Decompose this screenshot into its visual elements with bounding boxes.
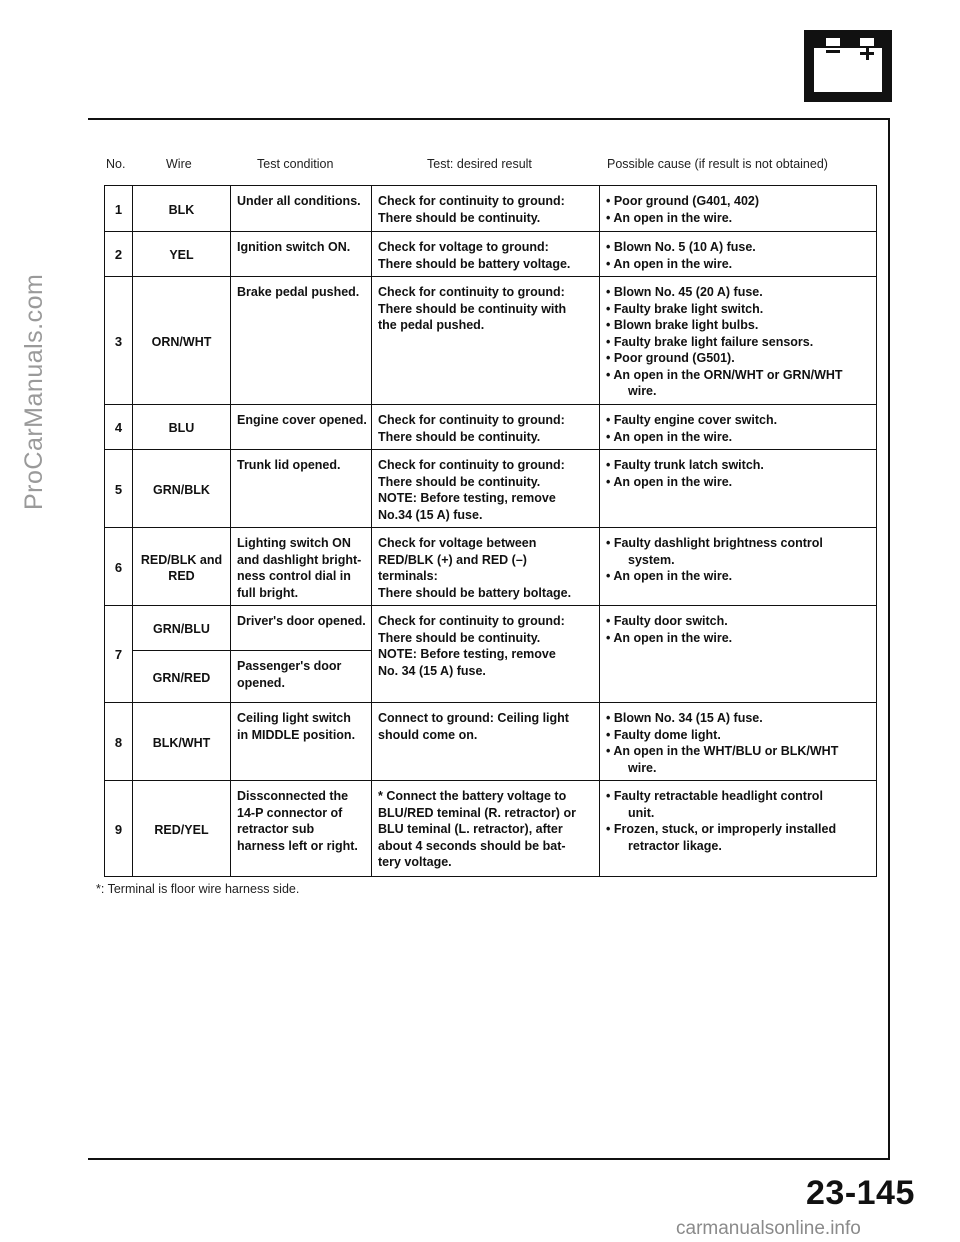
cause-item: • An open in the wire. xyxy=(606,474,733,489)
cause-item: • Frozen, stuck, or improperly installed xyxy=(606,822,837,836)
condition-line: Ceiling light switch xyxy=(237,711,351,725)
condition-line: Ignition switch ON. xyxy=(237,240,351,254)
cause-item: • Poor ground (G401, 402) xyxy=(606,194,760,208)
test-condition xyxy=(231,528,372,606)
wire-color xyxy=(133,450,231,528)
wire-color xyxy=(133,606,231,651)
result-line: * Connect the battery voltage to xyxy=(378,789,567,803)
result-line: BLU/RED teminal (R. retractor) or xyxy=(378,805,576,820)
possible-cause xyxy=(600,528,877,606)
condition-line: full bright. xyxy=(237,585,299,600)
possible-cause xyxy=(600,186,877,232)
cause-item: unit. xyxy=(628,805,655,820)
wire-color xyxy=(133,405,231,450)
condition-line: Driver's door opened. xyxy=(237,614,366,628)
condition-line: harness left or right. xyxy=(237,838,358,853)
cause-item: • Faulty trunk latch switch. xyxy=(606,458,764,472)
cause-item: • Faulty dashlight brightness control xyxy=(606,536,823,550)
table-row xyxy=(105,277,877,405)
header-condition: Test condition xyxy=(257,157,334,171)
wire-line: YEL xyxy=(169,248,194,263)
result-line: There should be continuity. xyxy=(378,429,541,444)
result-line: the pedal pushed. xyxy=(378,318,485,332)
wire-line: GRN/BLU xyxy=(153,622,210,637)
wire-line: ORN/WHT xyxy=(151,334,212,349)
wire-line: RED xyxy=(168,569,195,583)
desired-result xyxy=(372,232,600,277)
row-number: 6 xyxy=(105,528,133,606)
header-wire: Wire xyxy=(166,157,192,171)
result-line: Check for continuity to ground: xyxy=(378,285,565,299)
page-number: 23-145 xyxy=(806,1174,915,1212)
result-line: NOTE: Before testing, remove xyxy=(378,491,556,505)
desired-result xyxy=(372,450,600,528)
possible-cause xyxy=(600,450,877,528)
result-line: No. 34 (15 A) fuse. xyxy=(378,663,486,678)
possible-cause xyxy=(600,606,877,703)
desired-result xyxy=(372,186,600,232)
possible-cause xyxy=(600,405,877,450)
test-condition xyxy=(231,450,372,528)
row-number: 7 xyxy=(105,606,133,703)
result-line: There should be battery boltage. xyxy=(378,585,572,600)
row-number: 8 xyxy=(105,703,133,781)
cause-item: • Faulty door switch. xyxy=(606,614,728,628)
cause-item: • An open in the wire. xyxy=(606,429,733,444)
condition-line: Engine cover opened. xyxy=(237,413,367,427)
possible-cause xyxy=(600,703,877,781)
possible-cause xyxy=(600,232,877,277)
cause-item: • Faulty retractable headlight control xyxy=(606,789,823,803)
wire-line: RED/BLK and xyxy=(140,552,223,567)
condition-line: in MIDDLE position. xyxy=(237,727,356,742)
cause-item: • An open in the wire. xyxy=(606,569,733,583)
table-row xyxy=(105,781,877,877)
row-number: 2 xyxy=(105,232,133,277)
result-line: Check for voltage between xyxy=(378,536,537,550)
cause-item: • An open in the wire. xyxy=(606,630,733,645)
result-line: tery voltage. xyxy=(378,855,452,869)
cause-item: • An open in the wire. xyxy=(606,210,733,225)
row-number: 3 xyxy=(105,277,133,405)
battery-icon xyxy=(804,30,892,102)
cause-item: • Blown No. 45 (20 A) fuse. xyxy=(606,285,763,299)
result-line: Check for continuity to ground: xyxy=(378,194,565,208)
cause-item: • Faulty dome light. xyxy=(606,727,721,742)
cause-item: wire. xyxy=(628,760,657,775)
wire-line: BLU xyxy=(168,421,195,436)
result-line: NOTE: Before testing, remove xyxy=(378,647,556,661)
cause-item: system. xyxy=(628,552,675,567)
condition-line: Trunk lid opened. xyxy=(237,458,341,472)
result-line: There should be continuity. xyxy=(378,210,541,225)
desired-result xyxy=(372,528,600,606)
desired-result xyxy=(372,703,600,781)
wire-line: BLK xyxy=(168,202,195,217)
cause-item: • Blown No. 34 (15 A) fuse. xyxy=(606,711,763,725)
result-line: There should be continuity. xyxy=(378,630,541,645)
condition-line: and dashlight bright- xyxy=(237,552,362,567)
condition-line: retractor sub xyxy=(237,822,315,836)
wire-color xyxy=(133,232,231,277)
cause-item: • An open in the wire. xyxy=(606,256,733,271)
row-number: 9 xyxy=(105,781,133,877)
header-no: No. xyxy=(106,157,126,171)
side-watermark: ProCarManuals.com xyxy=(20,273,48,510)
column-headers xyxy=(0,157,960,177)
header-cause: Possible cause (if result is not obtained) xyxy=(607,157,828,171)
result-line: Check for continuity to ground: xyxy=(378,614,565,628)
cause-item: wire. xyxy=(628,384,657,398)
result-line: RED/BLK (+) and RED (–) xyxy=(378,552,527,567)
cause-item: • Blown No. 5 (10 A) fuse. xyxy=(606,240,756,254)
wire-line: GRN/RED xyxy=(152,670,211,685)
desired-result xyxy=(372,606,600,703)
header-result: Test: desired result xyxy=(427,157,532,171)
footnote: *: Terminal is floor wire harness side. xyxy=(96,882,300,896)
frame-top-rule xyxy=(88,118,890,120)
wire-line: RED/YEL xyxy=(154,822,209,837)
condition-line: Dissconnected the xyxy=(237,789,349,803)
side-watermark-area xyxy=(12,0,52,1242)
test-condition xyxy=(231,781,372,877)
result-line: Connect to ground: Ceiling light xyxy=(378,711,569,725)
test-condition xyxy=(231,277,372,405)
cause-item: • Blown brake light bulbs. xyxy=(606,318,759,332)
cause-item: • Faulty engine cover switch. xyxy=(606,413,778,427)
condition-line: 14-P connector of xyxy=(237,805,343,820)
result-line: Check for voltage to ground: xyxy=(378,240,549,254)
desired-result xyxy=(372,405,600,450)
cause-item: • An open in the ORN/WHT or GRN/WHT xyxy=(606,367,843,382)
row-number: 4 xyxy=(105,405,133,450)
result-line: There should be continuity with xyxy=(378,301,567,316)
wire-color xyxy=(133,528,231,606)
result-line: BLU teminal (L. retractor), after xyxy=(378,822,563,836)
condition-line: opened. xyxy=(237,675,285,690)
frame-right-rule xyxy=(888,118,890,1160)
condition-line: Passenger's door xyxy=(237,659,342,673)
table-row xyxy=(105,450,877,528)
cause-item: • Faulty brake light failure sensors. xyxy=(606,334,814,349)
wire-test-table xyxy=(104,185,877,877)
test-condition xyxy=(231,606,372,651)
result-line: Check for continuity to ground: xyxy=(378,413,565,427)
wire-color xyxy=(133,703,231,781)
wire-color xyxy=(133,277,231,405)
cause-item: • An open in the WHT/BLU or BLK/WHT xyxy=(606,744,839,758)
result-line: There should be continuity. xyxy=(378,474,541,489)
result-line: should come on. xyxy=(378,727,478,742)
cause-item: retractor likage. xyxy=(628,838,722,853)
possible-cause xyxy=(600,781,877,877)
wire-line: BLK/WHT xyxy=(152,735,211,750)
wire-line: GRN/BLK xyxy=(153,482,210,497)
cause-item: • Faulty brake light switch. xyxy=(606,301,764,316)
condition-line: Lighting switch ON xyxy=(237,536,351,550)
condition-line: Brake pedal pushed. xyxy=(237,285,360,299)
table-row xyxy=(105,703,877,781)
table-row xyxy=(105,186,877,232)
cause-item: • Poor ground (G501). xyxy=(606,351,735,365)
desired-result xyxy=(372,277,600,405)
condition-line: Under all conditions. xyxy=(237,194,361,208)
frame-bottom-rule xyxy=(88,1158,890,1160)
result-line: Check for continuity to ground: xyxy=(378,458,565,472)
test-condition xyxy=(231,703,372,781)
result-line: about 4 seconds should be bat- xyxy=(378,838,566,853)
wire-color xyxy=(133,651,231,703)
test-condition xyxy=(231,232,372,277)
wire-color xyxy=(133,781,231,877)
result-line: terminals: xyxy=(378,569,438,583)
test-condition xyxy=(231,651,372,703)
test-condition xyxy=(231,405,372,450)
test-condition xyxy=(231,186,372,232)
possible-cause xyxy=(600,277,877,405)
row-number: 1 xyxy=(105,186,133,232)
table-row xyxy=(105,606,877,651)
table-row xyxy=(105,528,877,606)
table-row xyxy=(105,232,877,277)
result-line: There should be battery voltage. xyxy=(378,256,571,271)
table-row xyxy=(105,405,877,450)
condition-line: ness control dial in xyxy=(237,569,351,583)
row-number: 5 xyxy=(105,450,133,528)
desired-result xyxy=(372,781,600,877)
result-line: No.34 (15 A) fuse. xyxy=(378,507,483,522)
bottom-watermark: carmanualsonline.info xyxy=(676,1218,861,1239)
wire-color xyxy=(133,186,231,232)
